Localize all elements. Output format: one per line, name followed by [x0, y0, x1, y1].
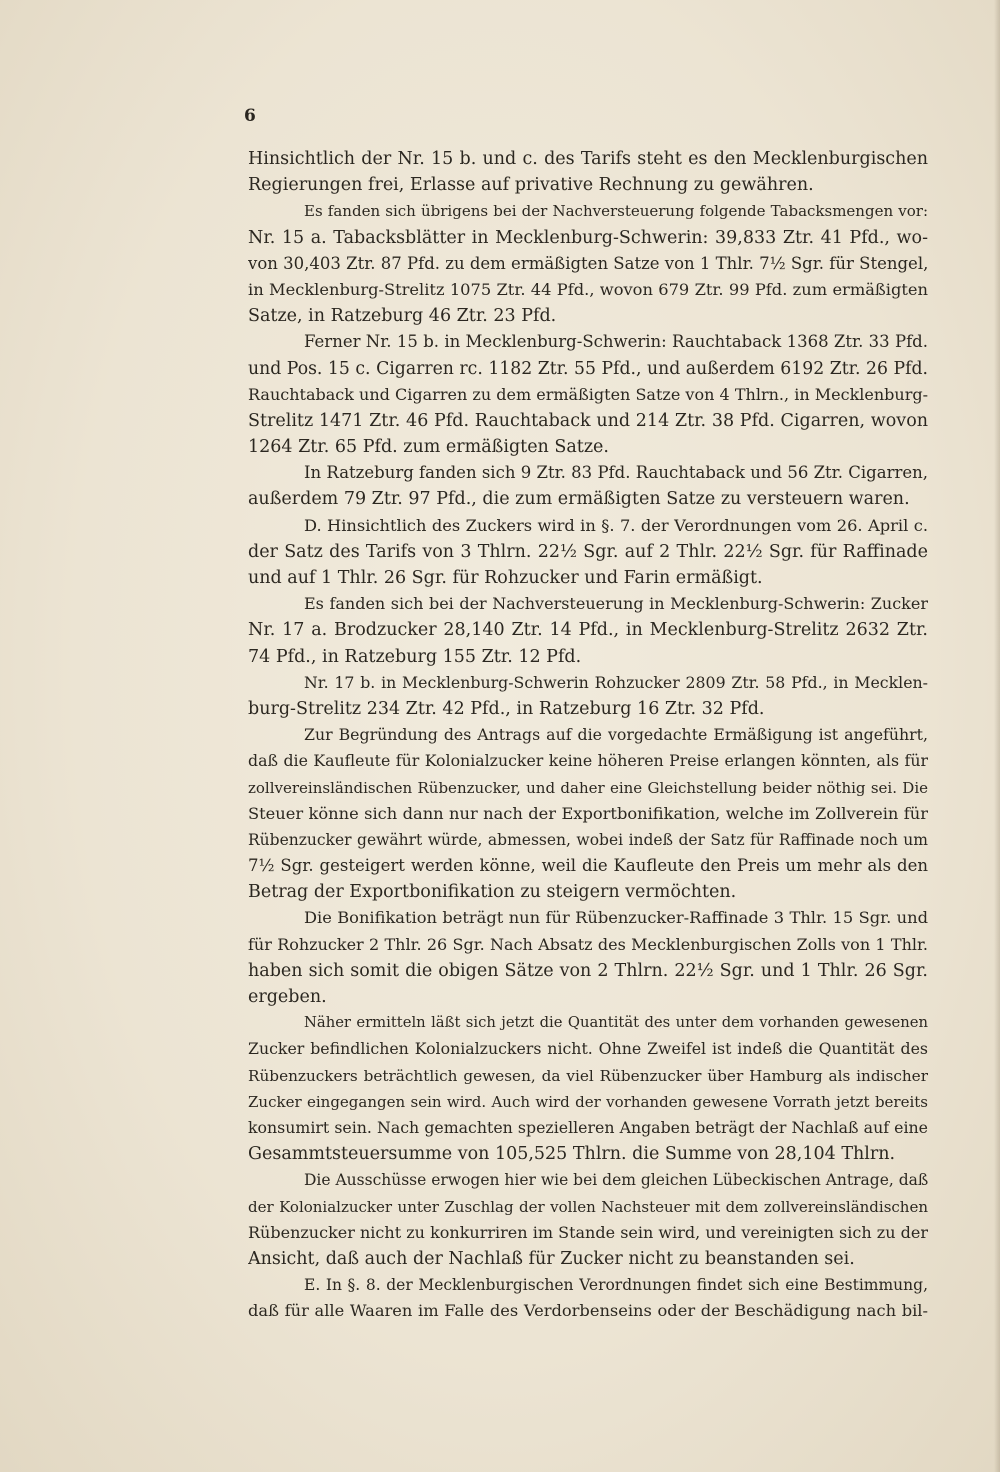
text-line: Die Ausschüsse erwogen hier wie bei dem gleichen Lübeckischen Antrage, daß: [304, 1171, 928, 1190]
text-line: ergeben.: [248, 987, 327, 1007]
text-line: D. Hinsichtlich des Zuckers wird in §. 7. der Verordnungen vom 26. April c.: [304, 515, 928, 535]
text-line: Gesammtsteuersumme von 105,525 Thlrn. die Summe von 28,104 Thlrn.: [248, 1144, 896, 1165]
text-line: Näher ermitteln läßt sich jetzt die Quantität des unter dem vorhanden gewesenen: [304, 1014, 928, 1032]
text-line: Steuer könne sich dann nur nach der Exportbonifikation, welche im Zollverein für: [248, 803, 928, 823]
text-line: zollvereinsländischen Rübenzucker, und daher eine Gleichstellung beider nöthig sei. Die: [248, 778, 928, 797]
text-line: haben sich somit die obigen Sätze von 2 Thlrn. 22½ Sgr. und 1 Thlr. 26 Sgr.: [248, 960, 928, 981]
text-line: Nr. 15 a. Tabacksblätter in Mecklenburg-Schwerin: 39,833 Ztr. 41 Pfd., wo-: [248, 227, 928, 248]
text-line: burg-Strelitz 234 Ztr. 42 Pfd., in Ratzeburg 16 Ztr. 32 Pfd.: [248, 698, 765, 719]
text-line: daß für alle Waaren im Falle des Verdorbenseins oder der Beschädigung nach bil-: [248, 1301, 928, 1321]
text-line: Betrag der Exportbonifikation zu steigern vermöchten.: [248, 882, 737, 903]
text-line: Zucker befindlichen Kolonialzuckers nicht. Ohne Zweifel ist indeß die Quantität des: [248, 1039, 928, 1059]
text-line: außerdem 79 Ztr. 97 Pfd., die zum ermäßigten Satze zu versteuern waren.: [248, 489, 910, 510]
text-line: Nr. 17 a. Brodzucker 28,140 Ztr. 14 Pfd., in Mecklenburg-Strelitz 2632 Ztr.: [248, 620, 928, 641]
text-line: 1264 Ztr. 65 Pfd. zum ermäßigten Satze.: [248, 437, 609, 458]
text-line: Ansicht, daß auch der Nachlaß für Zucker nicht zu beanstanden sei.: [248, 1248, 855, 1269]
text-line: Zucker eingegangen sein wird. Auch wird der vorhanden gewesene Vorrath jetzt bereits: [248, 1092, 928, 1111]
text-line: 74 Pfd., in Ratzeburg 155 Ztr. 12 Pfd.: [248, 646, 582, 667]
body-text: [248, 146, 928, 1324]
text-line: konsumirt sein. Nach gemachten spezielleren Angaben beträgt der Nachlaß auf eine: [248, 1117, 928, 1137]
text-line: in Mecklenburg-Strelitz 1075 Ztr. 44 Pfd., wovon 679 Ztr. 99 Pfd. zum ermäßigten: [248, 279, 928, 299]
text-line: daß die Kaufleute für Kolonialzucker keine höheren Preise erlangen könnten, als für: [248, 751, 928, 771]
text-line: und Pos. 15 c. Cigarren rc. 1182 Ztr. 55 Pfd., und außerdem 6192 Ztr. 26 Pfd.: [248, 358, 928, 379]
text-line: von 30,403 Ztr. 87 Pfd. zu dem ermäßigten Satze von 1 Thlr. 7½ Sgr. für Stengel,: [248, 253, 928, 273]
text-line: der Satz des Tarifs von 3 Thlrn. 22½ Sgr. auf 2 Thlr. 22½ Sgr. für Raffinade: [248, 541, 928, 562]
text-line: der Kolonialzucker unter Zuschlag der vollen Nachsteuer mit dem zollvereinsländischen: [248, 1197, 928, 1216]
text-line: Hinsichtlich der Nr. 15 b. und c. des Tarifs steht es den Mecklenburgischen: [248, 149, 928, 169]
text-line: 7½ Sgr. gesteigert werden könne, weil die Kaufleute den Preis um mehr als den: [248, 856, 928, 876]
text-line: Es fanden sich übrigens bei der Nachversteuerung folgende Tabacksmengen vor:: [304, 202, 928, 221]
text-line: Strelitz 1471 Ztr. 46 Pfd. Rauchtaback und 214 Ztr. 38 Pfd. Cigarren, wovon: [248, 410, 928, 431]
text-line: Regierungen frei, Erlasse auf privative Rechnung zu gewähren.: [248, 175, 814, 196]
text-line: Es fanden sich bei der Nachversteuerung in Mecklenburg-Schwerin: Zucker: [304, 594, 928, 614]
text-line: Nr. 17 b. in Mecklenburg-Schwerin Rohzucker 2809 Ztr. 58 Pfd., in Mecklen-: [304, 672, 928, 692]
text-line: für Rohzucker 2 Thlr. 26 Sgr. Nach Absatz des Mecklenburgischen Zolls von 1 Thlr.: [248, 934, 928, 954]
page-number: 6: [244, 106, 256, 126]
text-line: Satze, in Ratzeburg 46 Ztr. 23 Pfd.: [248, 306, 557, 327]
text-line: Rauchtaback und Cigarren zu dem ermäßigten Satze von 4 Thlrn., in Mecklenburg-: [248, 384, 928, 404]
text-line: E. In §. 8. der Mecklenburgischen Verordnungen findet sich eine Bestimmung,: [304, 1276, 928, 1295]
text-line: Zur Begründung des Antrags auf die vorgedachte Ermäßigung ist angeführt,: [304, 725, 928, 745]
text-line: In Ratzeburg fanden sich 9 Ztr. 83 Pfd. Rauchtaback und 56 Ztr. Cigarren,: [304, 463, 928, 483]
text-line: Rübenzucker gewährt würde, abmessen, wobei indeß der Satz für Raffinade noch um: [248, 830, 928, 849]
text-line: Rübenzuckers beträchtlich gewesen, da viel Rübenzucker über Hamburg als indischer: [248, 1066, 928, 1085]
page-edge-shadow: [994, 0, 1000, 1472]
text-line: und auf 1 Thlr. 26 Sgr. für Rohzucker und Farin ermäßigt.: [248, 568, 763, 588]
text-line: Rübenzucker nicht zu konkurriren im Stande sein wird, und vereinigten sich zu der: [248, 1222, 928, 1242]
text-line: Ferner Nr. 15 b. in Mecklenburg-Schwerin: Rauchtaback 1368 Ztr. 33 Pfd.: [304, 332, 928, 352]
text-line: Die Bonifikation beträgt nun für Rübenzucker-Raffinade 3 Thlr. 15 Sgr. und: [304, 908, 928, 928]
